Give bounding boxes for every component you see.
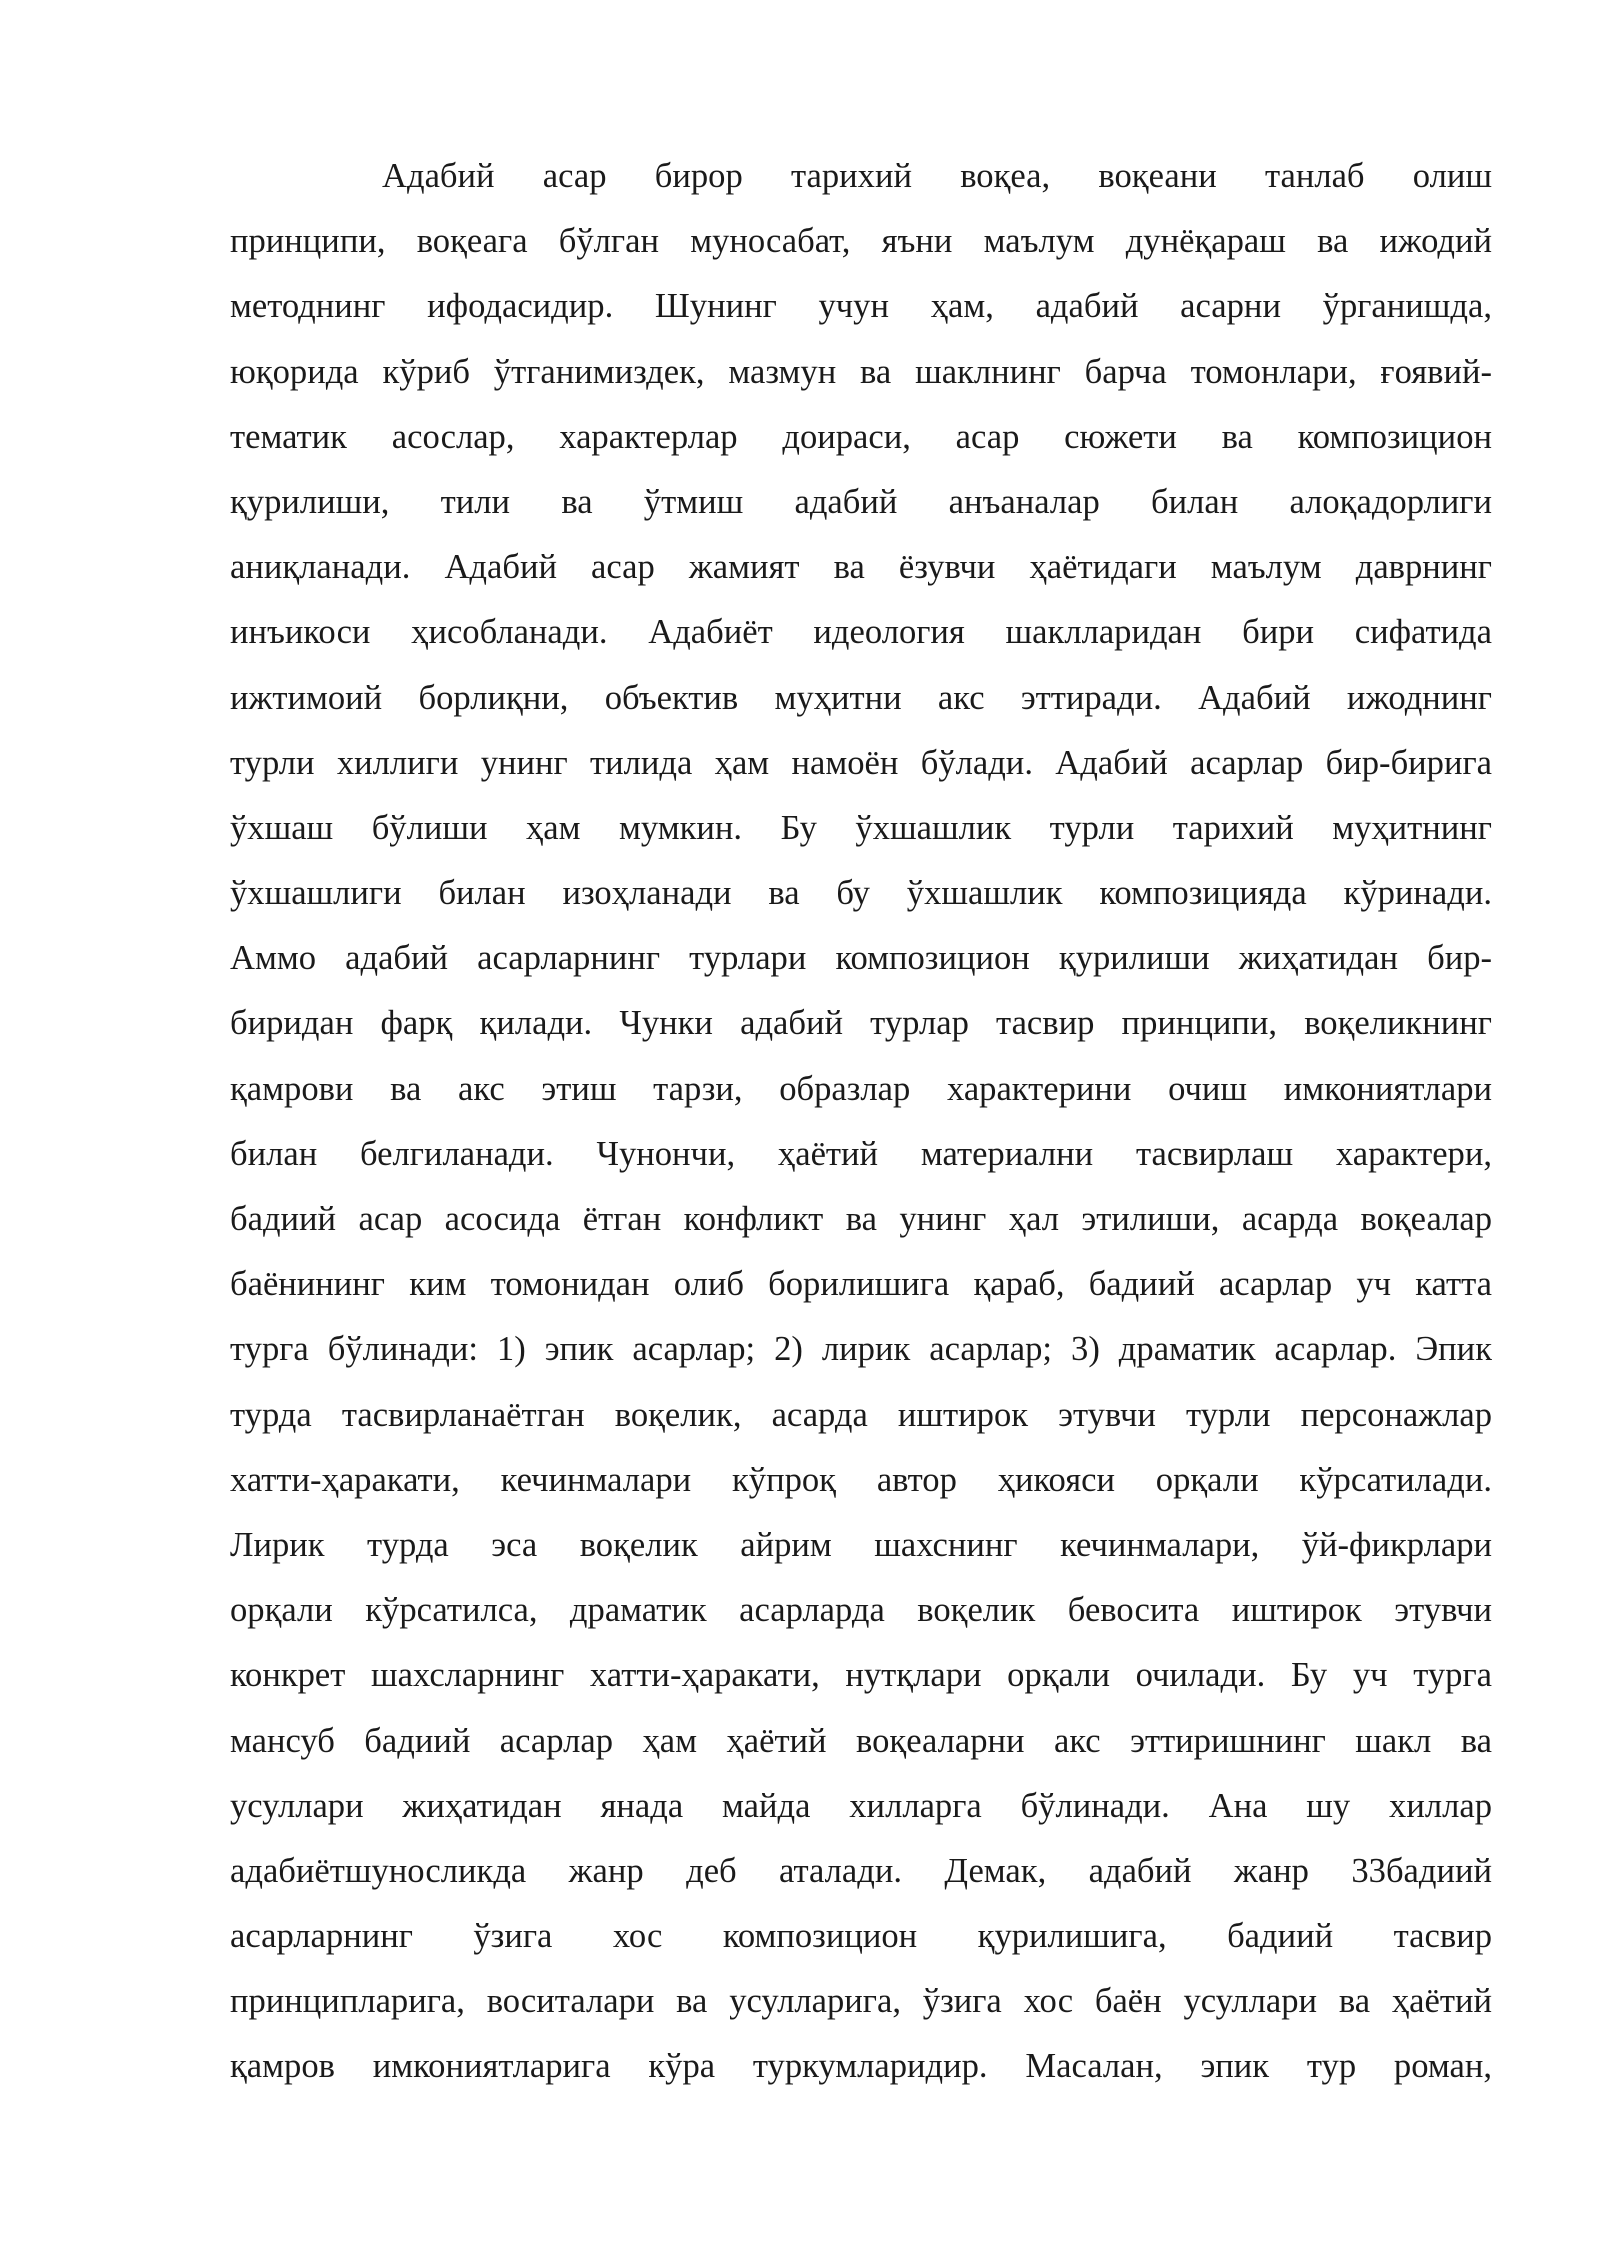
body-paragraph — [230, 150, 1492, 2106]
text-line: хатти-ҳаракати, кечинмалари кўпроқ автор ҳикояси орқали кўрсатилади. — [230, 1460, 1492, 1499]
text-line: конкрет шахсларнинг хатти-ҳаракати, нутқлари орқали очилади. Бу уч турга — [230, 1656, 1492, 1695]
text-line: биридан фарқ қилади. Чунки адабий турлар тасвир принципи, воқеликнинг — [230, 1004, 1492, 1043]
text-line: принципи, воқеага бўлган муносабат, яъни маълум дунёқараш ва ижодий — [230, 222, 1492, 261]
text-line: мансуб бадиий асарлар ҳам ҳаётий воқеаларни акс эттиришнинг шакл ва — [230, 1721, 1492, 1760]
text-line: инъикоси ҳисобланади. Адабиёт идеология шаклларидан бири сифатида — [230, 613, 1492, 652]
text-line: тематик асослар, характерлар доираси, асар сюжети ва композицион — [230, 417, 1492, 456]
text-line: қурилиши, тили ва ўтмиш адабий анъаналар билан алоқадорлиги — [230, 482, 1492, 521]
text-line: принципларига, воситалари ва усулларига, ўзига хос баён усуллари ва ҳаётий — [230, 1982, 1492, 2021]
text-line: Лирик турда эса воқелик айрим шахснинг кечинмалари, ўй-фикрлари — [230, 1525, 1492, 1564]
text-line: методнинг ифодасидир. Шунинг учун ҳам, адабий асарни ўрганишда, — [230, 287, 1492, 326]
text-line: асарларнинг ўзига хос композицион қурилишига, бадиий тасвир — [230, 1917, 1492, 1956]
text-line: баёнининг ким томонидан олиб борилишига қараб, бадиий асарлар уч катта — [230, 1265, 1492, 1304]
text-line: билан белгиланади. Чунончи, ҳаётий материални тасвирлаш характери, — [230, 1134, 1492, 1173]
text-line: қамрови ва акс этиш тарзи, образлар характерини очиш имкониятлари — [230, 1069, 1492, 1108]
text-line: Аммо адабий асарларнинг турлари композицион қурилиши жиҳатидан бир- — [230, 939, 1492, 978]
text-line: адабиётшуносликда жанр деб аталади. Демак, адабий жанр 33бадиий — [230, 1851, 1492, 1890]
text-line: орқали кўрсатилса, драматик асарларда воқелик бевосита иштирок этувчи — [230, 1591, 1492, 1630]
text-line: турга бўлинади: 1) эпик асарлар; 2) лирик асарлар; 3) драматик асарлар. Эпик — [230, 1330, 1492, 1369]
text-line: Адабий асар бирор тарихий воқеа, воқеани танлаб олиш — [382, 157, 1492, 195]
text-line: усуллари жиҳатидан янада майда хилларга бўлинади. Ана шу хиллар — [230, 1786, 1492, 1825]
text-line: қамров имкониятларига кўра туркумларидир. Масалан, эпик тур роман, — [230, 2047, 1492, 2086]
text-line: ижтимоий борлиқни, объектив муҳитни акс эттиради. Адабий ижоднинг — [230, 678, 1492, 717]
text-line: турли хиллиги унинг тилида ҳам намоён бўлади. Адабий асарлар бир-бирига — [230, 743, 1492, 782]
text-line: бадиий асар асосида ётган конфликт ва унинг ҳал этилиши, асарда воқеалар — [230, 1200, 1492, 1238]
text-line: турда тасвирланаётган воқелик, асарда иштирок этувчи турли персонажлар — [230, 1395, 1492, 1434]
text-line: ўхшашлиги билан изоҳланади ва бу ўхшашлик композицияда кўринади. — [230, 874, 1492, 913]
text-line: ўхшаш бўлиши ҳам мумкин. Бу ўхшашлик турли тарихий муҳитнинг — [230, 808, 1492, 847]
text-line: аниқланади. Адабий асар жамият ва ёзувчи ҳаётидаги маълум даврнинг — [230, 548, 1492, 587]
text-line: юқорида кўриб ўтганимиздек, мазмун ва шаклнинг барча томонлари, ғоявий- — [230, 352, 1492, 391]
